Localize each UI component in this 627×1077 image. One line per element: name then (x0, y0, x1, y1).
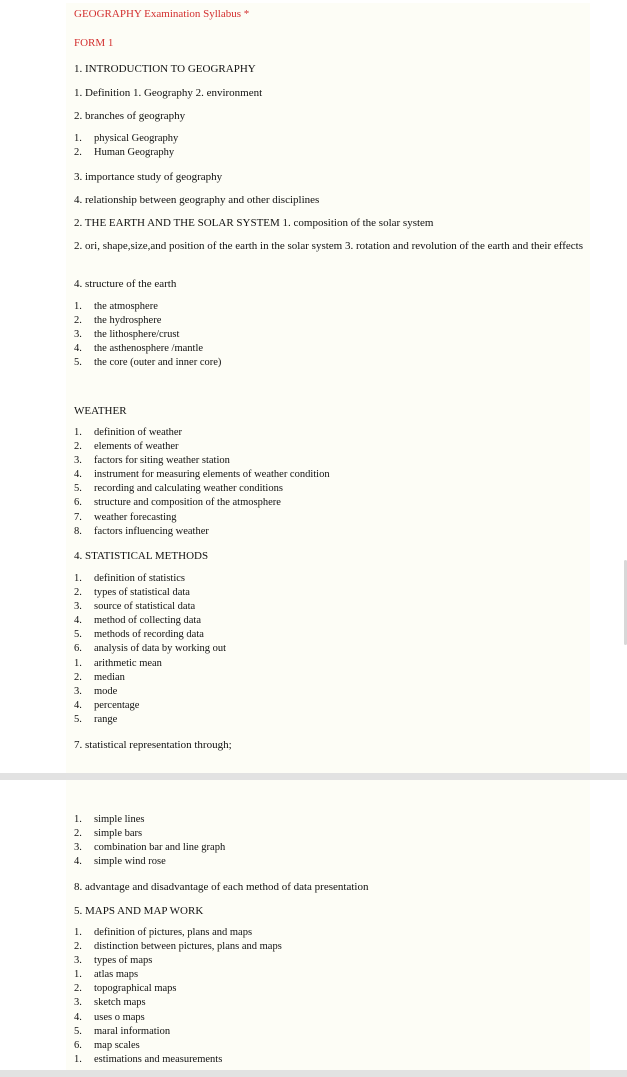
ordered-list (74, 926, 594, 1067)
list-item-text: simple lines (94, 814, 145, 825)
list-item-number: 2. (74, 828, 82, 840)
ordered-list (74, 300, 594, 370)
list-item-number: 4. (74, 615, 82, 627)
list-item-text: the atmosphere (94, 301, 158, 312)
list-item (74, 468, 594, 482)
list-item-text: definition of statistics (94, 573, 185, 584)
section-heading: 2. THE EARTH AND THE SOLAR SYSTEM 1. composition of the solar system (74, 217, 434, 229)
list-item-number: 3. (74, 842, 82, 854)
list-item (74, 940, 594, 954)
list-item-number: 3. (74, 455, 82, 467)
list-item (74, 657, 594, 671)
paragraph: 2. ori, shape,size,and position of the earth in the solar system 3. rotation and revolution of the earth and their effects (74, 240, 584, 252)
list-item-number: 5. (74, 1025, 82, 1037)
list-item-number: 1. (74, 927, 82, 938)
list-item (74, 713, 594, 727)
list-item-text: recording and calculating weather conditions (94, 483, 283, 495)
list-item-number: 2. (74, 587, 82, 599)
list-item-number: 1. (74, 657, 82, 669)
list-item-number: 1. (74, 301, 82, 312)
list-item-text: definition of weather (94, 427, 183, 438)
list-item-text: map scales (94, 1039, 140, 1051)
list-item (74, 813, 594, 827)
list-item-text: source of statistical data (94, 601, 196, 613)
list-item-number: 4. (74, 469, 82, 481)
list-item (74, 496, 594, 510)
list-item-number: 1. (74, 133, 82, 144)
list-item-text: instrument for measuring elements of weather condition (94, 469, 330, 481)
list-item (74, 572, 594, 586)
list-item-text: topographical maps (94, 983, 177, 995)
form-heading: FORM 1 (74, 37, 114, 49)
list-item (74, 926, 594, 940)
list-item (74, 996, 594, 1010)
list-item-number: 1. (74, 573, 82, 584)
list-item-number: 4. (74, 699, 82, 711)
list-item-number: 4. (74, 343, 82, 355)
section-heading: WEATHER (74, 405, 127, 417)
list-item-text: methods of recording data (94, 629, 204, 641)
list-item-text: the hydrosphere (94, 315, 162, 327)
list-item (74, 454, 594, 468)
list-item (74, 300, 594, 314)
list-item (74, 132, 594, 146)
list-item-number: 6. (74, 643, 82, 655)
list-item-number: 1. (74, 814, 82, 825)
list-item (74, 356, 594, 370)
list-item-number: 8. (74, 525, 82, 537)
list-item-text: distinction between pictures, plans and maps (94, 941, 282, 953)
list-item (74, 511, 594, 525)
list-item-text: estimations and measurements (94, 1053, 223, 1065)
list-item-text: sketch maps (94, 997, 146, 1009)
list-item-text: mode (94, 685, 118, 697)
list-item-number: 2. (74, 671, 82, 683)
list-item-number: 5. (74, 357, 82, 369)
ordered-list (74, 132, 594, 160)
list-item-number: 6. (74, 497, 82, 509)
list-item-text: the lithosphere/crust (94, 329, 180, 341)
list-item-number: 3. (74, 601, 82, 613)
list-item (74, 827, 594, 841)
list-item (74, 1053, 594, 1067)
list-item-number: 2. (74, 941, 82, 953)
list-item (74, 146, 594, 160)
paragraph: 1. Definition 1. Geography 2. environment (74, 87, 263, 99)
paragraph: 8. advantage and disadvantage of each method of data presentation (74, 881, 369, 893)
list-item-text: median (94, 671, 125, 683)
list-item (74, 600, 594, 614)
list-item-text: factors for siting weather station (94, 455, 230, 467)
list-item-number: 7. (74, 511, 82, 523)
list-item-number: 2. (74, 441, 82, 453)
list-item-number: 4. (74, 1011, 82, 1023)
page-separator (0, 1070, 627, 1077)
list-item-text: atlas maps (94, 969, 139, 981)
ordered-list (74, 572, 594, 727)
list-item-text: combination bar and line graph (94, 842, 226, 854)
list-item-text: the core (outer and inner core) (94, 357, 222, 369)
list-item (74, 525, 594, 539)
list-item-number: 5. (74, 629, 82, 641)
list-item (74, 1011, 594, 1025)
list-item-text: uses o maps (94, 1011, 145, 1023)
list-item (74, 855, 594, 869)
list-item (74, 642, 594, 656)
list-item-number: 3. (74, 329, 82, 341)
paragraph: 4. relationship between geography and other disciplines (74, 194, 320, 206)
list-item-text: weather forecasting (94, 511, 177, 523)
list-item (74, 314, 594, 328)
list-item (74, 440, 594, 454)
list-item-number: 2. (74, 147, 82, 159)
section-heading: 4. STATISTICAL METHODS (74, 550, 209, 562)
list-item-number: 6. (74, 1039, 82, 1051)
list-item (74, 614, 594, 628)
list-item (74, 841, 594, 855)
list-item-text: physical Geography (94, 133, 179, 144)
list-item-number: 1. (74, 1053, 82, 1065)
list-item (74, 426, 594, 440)
list-item-number: 3. (74, 955, 82, 967)
list-item-text: Human Geography (94, 147, 175, 159)
list-item (74, 482, 594, 496)
list-item (74, 968, 594, 982)
list-item (74, 954, 594, 968)
list-item-number: 1. (74, 427, 82, 438)
paragraph: 4. structure of the earth (74, 278, 177, 290)
list-item (74, 671, 594, 685)
list-item-text: method of collecting data (94, 615, 202, 627)
list-item-text: simple bars (94, 828, 143, 840)
list-item (74, 1025, 594, 1039)
list-item (74, 685, 594, 699)
document-page-2 (0, 780, 627, 1070)
list-item-number: 2. (74, 315, 82, 327)
document-title: GEOGRAPHY Examination Syllabus * (74, 8, 250, 20)
list-item-text: the asthenosphere /mantle (94, 343, 204, 355)
list-item-text: analysis of data by working out (94, 643, 227, 655)
list-item-text: arithmetic mean (94, 657, 162, 669)
list-item (74, 699, 594, 713)
list-item-text: elements of weather (94, 441, 179, 453)
paragraph: 3. importance study of geography (74, 171, 223, 183)
list-item-text: types of statistical data (94, 587, 190, 599)
paragraph: 7. statistical representation through; (74, 739, 232, 751)
section-heading: 5. MAPS AND MAP WORK (74, 905, 204, 917)
list-item-number: 3. (74, 685, 82, 697)
list-item-text: simple wind rose (94, 856, 166, 868)
list-item-number: 4. (74, 856, 82, 868)
list-item-text: range (94, 713, 118, 725)
list-item (74, 586, 594, 600)
list-item-number: 2. (74, 983, 82, 995)
list-item-text: definition of pictures, plans and maps (94, 927, 253, 938)
list-item (74, 982, 594, 996)
list-item-number: 1. (74, 969, 82, 981)
list-item (74, 1039, 594, 1053)
list-item-text: structure and composition of the atmosphere (94, 497, 281, 509)
list-item-text: types of maps (94, 955, 153, 967)
list-item (74, 342, 594, 356)
list-item-text: factors influencing weather (94, 525, 209, 537)
list-item (74, 628, 594, 642)
ordered-list (74, 813, 594, 869)
section-heading: 1. INTRODUCTION TO GEOGRAPHY (74, 63, 256, 75)
list-item-text: percentage (94, 699, 140, 711)
list-item-number: 5. (74, 483, 82, 495)
list-item-number: 5. (74, 713, 82, 725)
paragraph: 2. branches of geography (74, 110, 186, 122)
list-item-number: 3. (74, 997, 82, 1009)
page-separator (0, 773, 627, 780)
list-item-text: maral information (94, 1025, 171, 1037)
ordered-list (74, 426, 594, 539)
list-item (74, 328, 594, 342)
